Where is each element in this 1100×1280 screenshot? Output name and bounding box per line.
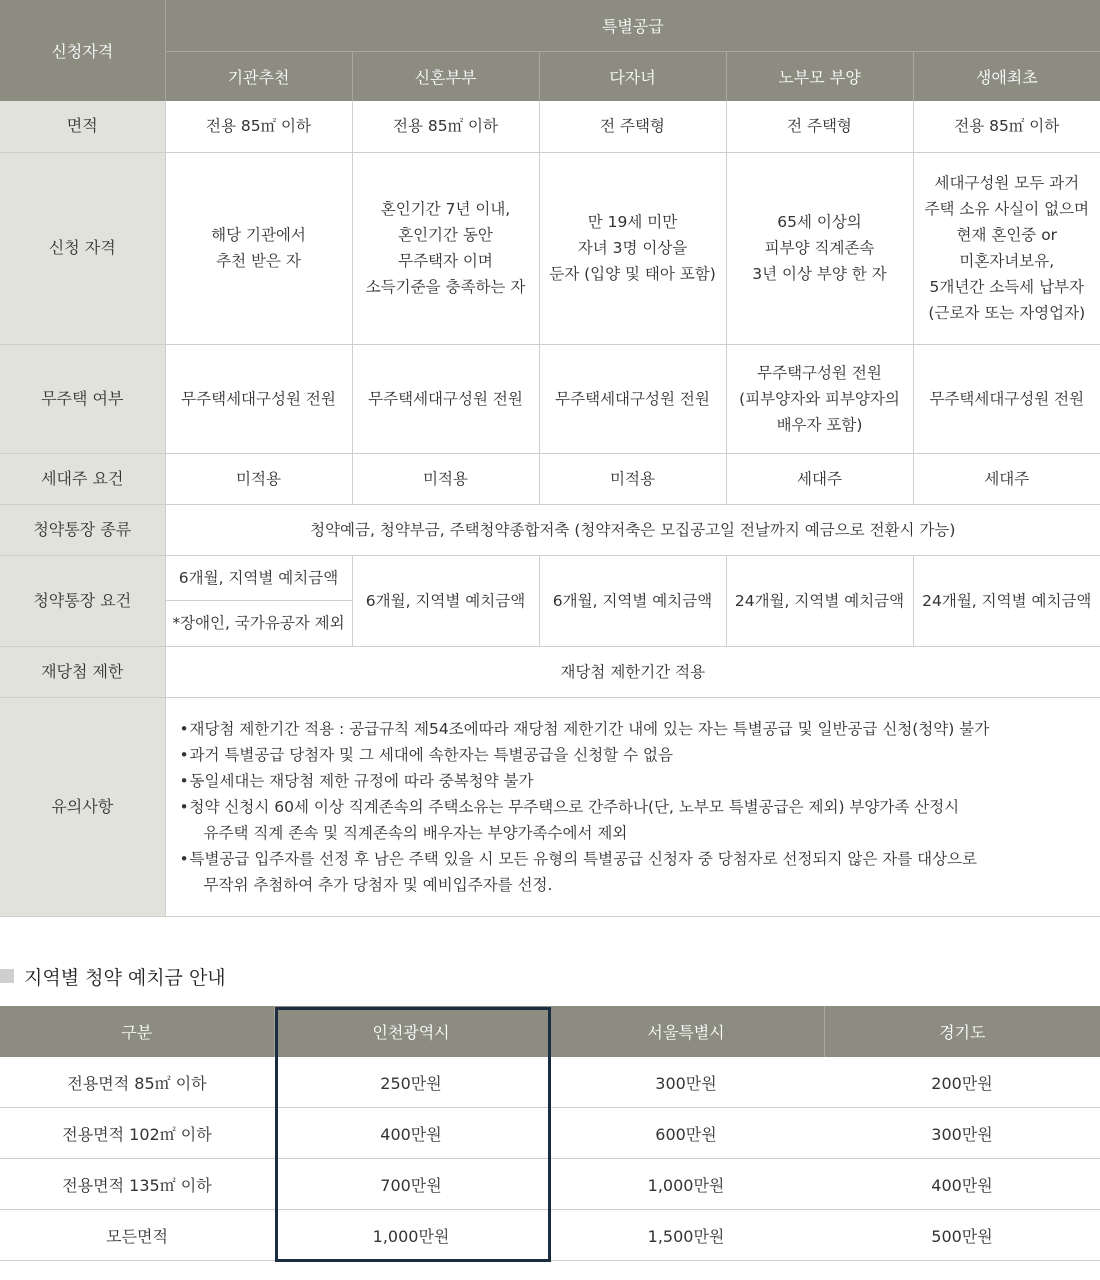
cell-account-req-note: *장애인, 국가유공자 제외 — [165, 600, 352, 646]
row-account-type — [0, 504, 1100, 555]
cell-qualification — [913, 152, 1100, 344]
cell-line: 무주택세대구성원 전원 — [929, 389, 1085, 408]
cell-account-req: 6개월, 지역별 예치금액 — [539, 555, 726, 646]
row-head-householder: 세대주 요건 — [0, 453, 165, 504]
row-head-account-req: 청약통장 요건 — [0, 555, 165, 646]
row-head-rewin: 재당첨 제한 — [0, 646, 165, 697]
deposit-row-label: 전용면적 102㎡ 이하 — [0, 1108, 274, 1159]
table-row — [0, 1057, 1100, 1108]
deposit-cell: 1,500만원 — [548, 1210, 824, 1261]
deposit-table — [0, 1006, 1100, 1261]
cell-line: 혼인기간 동안 — [398, 226, 493, 244]
cell-area: 전 주택형 — [726, 101, 913, 152]
cell-line: 세대구성원 모두 과거 — [934, 174, 1080, 192]
cell-area: 전용 85㎡ 이하 — [165, 101, 352, 152]
deposit-cell: 300만원 — [824, 1108, 1100, 1159]
deposit-cell: 400만원 — [274, 1108, 548, 1159]
cell-qualification — [539, 152, 726, 344]
cell-line: 추천 받은 자 — [216, 252, 301, 270]
square-bullet-icon — [0, 969, 14, 983]
col-header-institution: 기관추천 — [165, 51, 352, 101]
cell-account-type: 청약예금, 청약부금, 주택청약종합저축 (청약저축은 모집공고일 전날까지 예금으로 전환시 가능) — [165, 504, 1100, 555]
row-head-homeless: 무주택 여부 — [0, 344, 165, 453]
bullet: • — [179, 797, 189, 816]
deposit-cell: 200만원 — [824, 1057, 1100, 1108]
row-qualification — [0, 152, 1100, 344]
row-account-req — [0, 555, 1100, 600]
deposit-header-gyeonggi: 경기도 — [824, 1006, 1100, 1057]
note-item — [180, 742, 1100, 768]
cell-line: 무주택구성원 전원 — [757, 363, 882, 382]
col-header-elderly-parent: 노부모 부양 — [726, 51, 913, 101]
deposit-header-category: 구분 — [0, 1006, 274, 1057]
row-householder — [0, 453, 1100, 504]
note-continuation: 유주택 직계 존속 및 직계존속의 배우자는 부양가족수에서 제외 — [203, 823, 628, 842]
cell-homeless — [913, 344, 1100, 453]
deposit-cell: 400만원 — [824, 1159, 1100, 1210]
note-text: 동일세대는 재당첨 제한 규정에 따라 중복청약 불가 — [189, 771, 534, 790]
row-head-account-type: 청약통장 종류 — [0, 504, 165, 555]
note-item — [180, 768, 1100, 794]
cell-householder: 미적용 — [165, 453, 352, 504]
note-text: 특별공급 입주자를 선정 후 남은 주택 있을 시 모든 유형의 특별공급 신청자 중 당첨자로 선정되지 않은 자를 대상으로 — [189, 849, 977, 868]
cell-line: 미혼자녀보유, — [959, 252, 1055, 270]
cell-qualification — [352, 152, 539, 344]
deposit-cell: 500만원 — [824, 1210, 1100, 1261]
cell-area: 전 주택형 — [539, 101, 726, 152]
cell-line: 해당 기관에서 — [211, 226, 306, 244]
row-head-qualification: 신청 자격 — [0, 152, 165, 344]
cell-account-req-top: 6개월, 지역별 예치금액 — [165, 555, 352, 600]
cell-area: 전용 85㎡ 이하 — [352, 101, 539, 152]
row-notes — [0, 697, 1100, 916]
cell-line: 주택 소유 사실이 없으며 — [924, 200, 1090, 218]
deposit-row-label: 전용면적 85㎡ 이하 — [0, 1057, 274, 1108]
cell-line: 무주택세대구성원 전원 — [555, 389, 710, 408]
cell-line: 현재 혼인중 or — [956, 226, 1058, 244]
note-item — [180, 716, 1100, 742]
col-header-newlywed: 신혼부부 — [352, 51, 539, 101]
cell-qualification — [165, 152, 352, 344]
note-continuation: 무작위 추첨하여 추가 당첨자 및 예비입주자를 선정. — [203, 875, 553, 894]
note-text: 재당첨 제한기간 적용 : 공급규칙 제54조에따라 재당첨 제한기간 내에 있는 자는 특별공급 및 일반공급 신청(청약) 불가 — [189, 719, 990, 738]
cell-line: 배우자 포함) — [776, 415, 863, 434]
cell-homeless — [352, 344, 539, 453]
deposit-cell: 600만원 — [548, 1108, 824, 1159]
col-header-first-time: 생애최초 — [913, 51, 1100, 101]
deposit-row-label: 전용면적 135㎡ 이하 — [0, 1159, 274, 1210]
deposit-cell: 700만원 — [274, 1159, 548, 1210]
cell-householder: 세대주 — [726, 453, 913, 504]
cell-homeless — [165, 344, 352, 453]
cell-line: 3년 이상 부양 한 자 — [752, 265, 887, 283]
cell-homeless — [726, 344, 913, 453]
cell-homeless — [539, 344, 726, 453]
row-head-area: 면적 — [0, 101, 165, 152]
bullet: • — [179, 745, 189, 764]
cell-account-req: 6개월, 지역별 예치금액 — [352, 555, 539, 646]
cell-householder: 미적용 — [539, 453, 726, 504]
group-header: 특별공급 — [165, 0, 1100, 51]
cell-line: (근로자 또는 자영업자) — [928, 304, 1086, 322]
cell-householder: 미적용 — [352, 453, 539, 504]
cell-account-req: 24개월, 지역별 예치금액 — [913, 555, 1100, 646]
cell-line: (피부양자와 피부양자의 — [739, 389, 900, 408]
deposit-header-row — [0, 1006, 1100, 1057]
table-row — [0, 1210, 1100, 1261]
cell-line: 혼인기간 7년 이내, — [380, 200, 511, 218]
cell-line: 피부양 직계존속 — [764, 239, 875, 257]
deposit-header-incheon: 인천광역시 — [274, 1006, 548, 1057]
deposit-cell: 1,000만원 — [548, 1159, 824, 1210]
bullet: • — [179, 771, 189, 790]
cell-line: 만 19세 미만 — [587, 213, 678, 231]
cell-area: 전용 85㎡ 이하 — [913, 101, 1100, 152]
table-row — [0, 1159, 1100, 1210]
cell-line: 소득기준을 충족하는 자 — [365, 278, 526, 296]
row-homeless — [0, 344, 1100, 453]
cell-line: 무주택세대구성원 전원 — [181, 389, 336, 408]
cell-line: 65세 이상의 — [777, 213, 862, 231]
table-row — [0, 1108, 1100, 1159]
deposit-cell: 250만원 — [274, 1057, 548, 1108]
section-title: 지역별 청약 예치금 안내 — [24, 966, 226, 989]
corner-header: 신청자격 — [0, 0, 165, 101]
cell-line: 자녀 3명 이상을 — [577, 239, 688, 257]
note-item — [180, 794, 1100, 820]
note-text: 청약 신청시 60세 이상 직계존속의 주택소유는 무주택으로 간주하나(단, 노부모 특별공급은 제외) 부양가족 산정시 — [189, 797, 960, 816]
deposit-row-label: 모든면적 — [0, 1210, 274, 1261]
row-rewin — [0, 646, 1100, 697]
row-head-notes: 유의사항 — [0, 697, 165, 916]
cell-qualification — [726, 152, 913, 344]
deposit-cell: 300만원 — [548, 1057, 824, 1108]
row-area — [0, 101, 1100, 152]
note-item — [180, 846, 1100, 872]
cell-line: 5개년간 소득세 납부자 — [929, 278, 1085, 296]
deposit-header-seoul: 서울특별시 — [548, 1006, 824, 1057]
cell-line: 둔자 (입양 및 태아 포함) — [549, 265, 716, 283]
cell-line: 무주택세대구성원 전원 — [368, 389, 523, 408]
section-heading — [0, 963, 226, 989]
cell-account-req: 24개월, 지역별 예치금액 — [726, 555, 913, 646]
cell-rewin: 재당첨 제한기간 적용 — [165, 646, 1100, 697]
deposit-cell: 1,000만원 — [274, 1210, 548, 1261]
note-text: 과거 특별공급 당첨자 및 그 세대에 속한자는 특별공급을 신청할 수 없음 — [189, 745, 673, 764]
col-header-multichild: 다자녀 — [539, 51, 726, 101]
bullet: • — [179, 719, 189, 738]
cell-line: 무주택자 이며 — [398, 252, 493, 270]
bullet: • — [179, 849, 189, 868]
cell-householder: 세대주 — [913, 453, 1100, 504]
notes-list — [165, 697, 1100, 916]
